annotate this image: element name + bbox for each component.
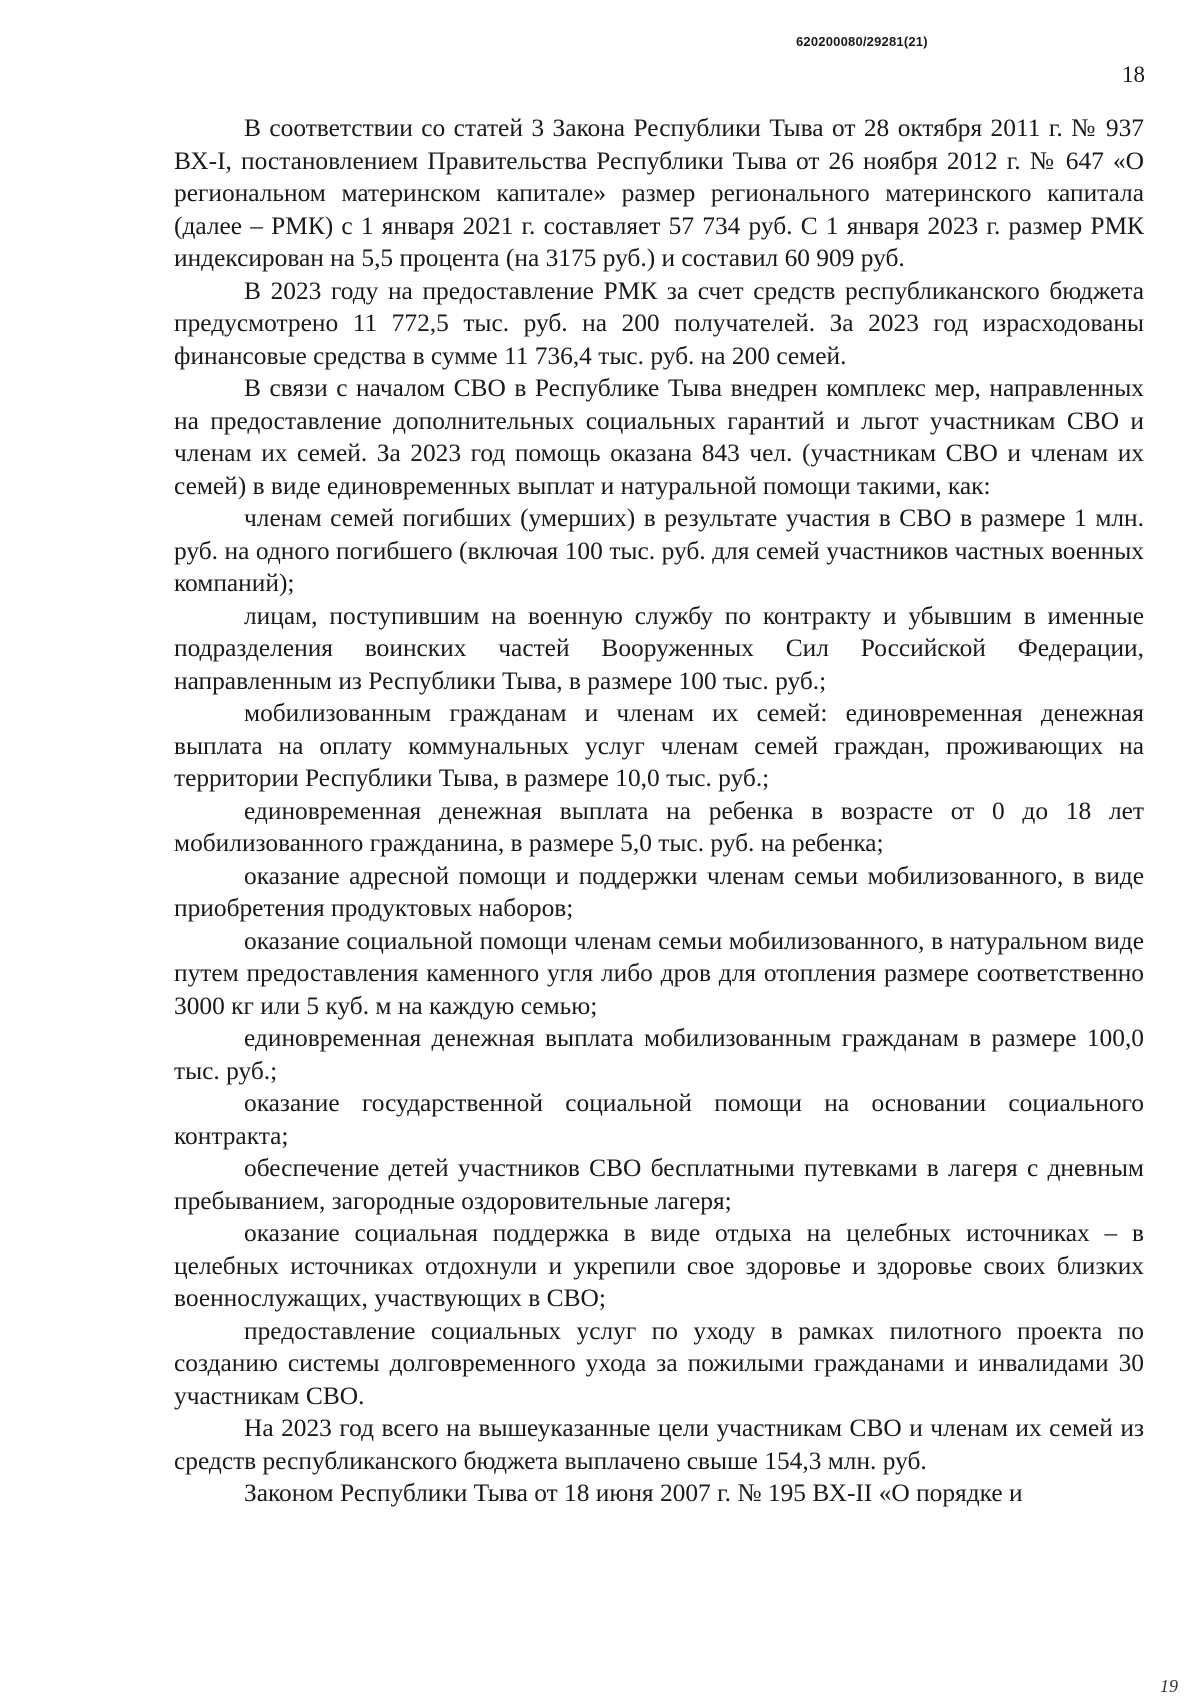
- paragraph-rmk-size: В соответствии со статей 3 Закона Республики Тыва от 28 октября 2011 г. № 937 ВХ-I, постановлением Правительства Республики Тыва от 26 ноября 2012 г. № 647 «О региональном материнском капитале» размер регионального материнского капитала (далее – РМК) с 1 января 2021 г. составляет 57 734 руб. С 1 января 2023 г. размер РМК индексирован на 5,5 процента (на 3175 руб.) и составил 60 909 руб.: [174, 114, 1144, 272]
- document-body: [174, 112, 1144, 1510]
- paragraph-law-2007: Законом Республики Тыва от 18 июня 2007 г. № 195 ВХ-II «О порядке и: [244, 1479, 1023, 1507]
- list-item-social-contract: оказание государственной социальной помощи на основании социального контракта;: [174, 1089, 1144, 1150]
- page-number: 18: [1122, 62, 1145, 87]
- document-id: 620200080/29281(21): [796, 34, 928, 49]
- list-item-contract-service: лицам, поступившим на военную службу по контракту и убывшим в именные подразделения воинских частей Вооруженных Сил Российской Федерации, направленным из Республики Тыва, в размере 100 тыс. руб.;: [174, 601, 1144, 695]
- paragraph-svo-measures: В связи с началом СВО в Республике Тыва внедрен комплекс мер, направленных на предоставление дополнительных социальных гарантий и льгот участникам СВО и членам их семей. За 2023 год помощь оказана 843 чел. (участникам СВО и членам их семей) в виде единовременных выплат и натуральной помощи такими, как:: [174, 374, 1144, 500]
- list-item-utilities-payment: мобилизованным гражданам и членам их семей: единовременная денежная выплата на оплату коммунальных услуг членам семей граждан, проживающих на территории Республики Тыва, в размере 10,0 тыс. руб.;: [174, 699, 1144, 792]
- list-item-mobilized-payment: единовременная денежная выплата мобилизованным гражданам в размере 100,0 тыс. руб.;: [174, 1024, 1144, 1085]
- list-item-children-camps: обеспечение детей участников СВО бесплатными путевками в лагеря с дневным пребыванием, загородные оздоровительные лагеря;: [174, 1154, 1144, 1215]
- list-item-deceased-families: членам семей погибших (умерших) в результате участия в СВО в размере 1 млн. руб. на одного погибшего (включая 100 тыс. руб. для семей участников частных военных компаний);: [174, 504, 1144, 597]
- paragraph-rmk-2023: В 2023 году на предоставление РМК за счет средств республиканского бюджета предусмотрено 11 772,5 тыс. руб. на 200 получателей. За 2023 год израсходованы финансовые средства в сумме 11 736,4 тыс. руб. на 200 семей.: [174, 276, 1144, 370]
- list-item-long-term-care: предоставление социальных услуг по уходу в рамках пилотного проекта по созданию системы долговременного ухода за пожилыми гражданами и инвалидами 30 участникам СВО.: [174, 1316, 1144, 1410]
- list-item-food-sets: оказание адресной помощи и поддержки членам семьи мобилизованного, в виде приобретения продуктовых наборов;: [174, 861, 1144, 922]
- list-item-child-payment: единовременная денежная выплата на ребенка в возрасте от 0 до 18 лет мобилизованного гражданина, в размере 5,0 тыс. руб. на ребенка;: [174, 796, 1144, 857]
- list-item-coal-firewood: оказание социальной помощи членам семьи мобилизованного, в натуральном виде путем предоставления каменного угля либо дров для отопления размере соответственно 3000 кг или 5 куб. м на каждую семью;: [174, 926, 1144, 1020]
- list-item-healing-springs: оказание социальная поддержка в виде отдыха на целебных источниках – в целебных источниках отдохнули и укрепили свое здоровье и здоровье своих близких военнослужащих, участвующих в СВО;: [174, 1219, 1144, 1312]
- paragraph-total-2023: На 2023 год всего на вышеуказанные цели участникам СВО и членам их семей из средств республиканского бюджета выплачено свыше 154,3 млн. руб.: [174, 1414, 1144, 1475]
- handwritten-page-mark: 19: [1160, 1676, 1178, 1696]
